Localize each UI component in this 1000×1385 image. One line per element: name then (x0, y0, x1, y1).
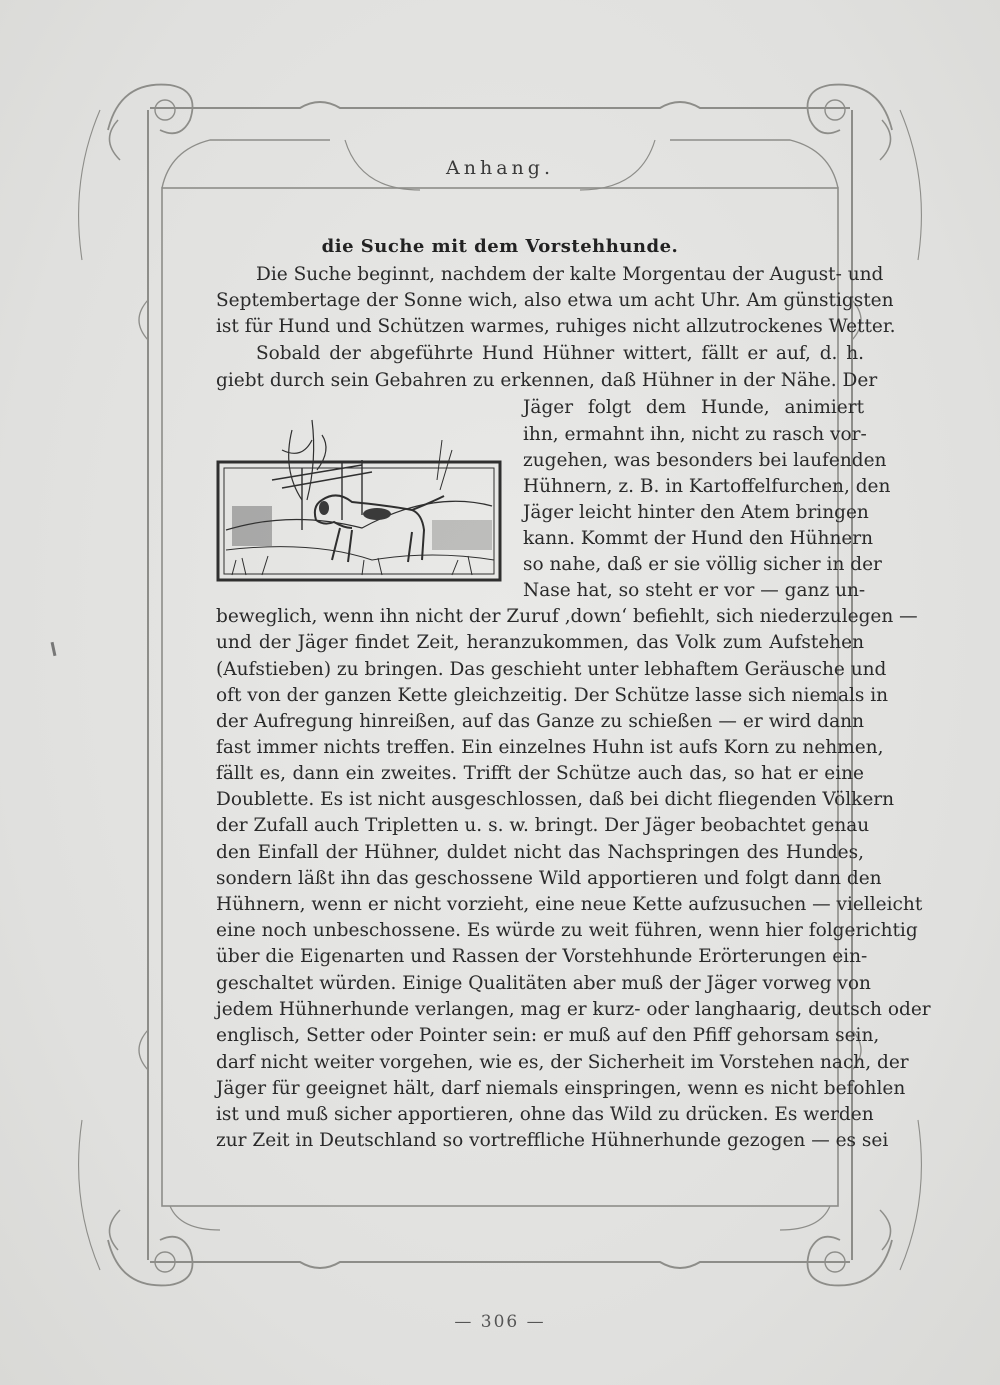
text-line: giebt durch sein Gebahren zu erkennen, daß Hühner in der Nähe. Der (216, 370, 878, 391)
text-line: zugehen, was besonders bei laufenden (523, 450, 887, 471)
text-line: kann. Kommt der Hund den Hühnern (523, 528, 874, 549)
text-line: Sobald der abgeführte Hund Hühner wittert, fällt er auf, d. h. (256, 343, 864, 364)
text-line: (Aufstieben) zu bringen. Das geschieht unter lebhaftem Geräusche und (216, 659, 887, 680)
text-line: darf nicht weiter vorgehen, wie es, der Sicherheit im Vorstehen nach, der (216, 1052, 909, 1073)
text-line: ist und muß sicher apportieren, ohne das Wild zu drücken. Es werden (216, 1104, 874, 1125)
text-line: zur Zeit in Deutschland so vortreffliche Hühnerhunde gezogen — es sei (216, 1130, 889, 1151)
text-line: Jäger folgt dem Hunde, animiert (523, 397, 864, 418)
text-line: Jäger für geeignet hält, darf niemals einspringen, wenn es nicht befohlen (216, 1078, 906, 1099)
text-line: der Zufall auch Tripletten u. s. w. bringt. Der Jäger beobachtet genau (216, 815, 870, 836)
text-line: geschaltet würden. Einige Qualitäten aber muß der Jäger vorweg von (216, 973, 871, 994)
text-line: ihn, ermahnt ihn, nicht zu rasch vor- (523, 424, 867, 445)
text-line: Hühnern, wenn er nicht vorzieht, eine neue Kette aufzusuchen — vielleicht (216, 894, 923, 915)
text-line: ist für Hund und Schützen warmes, ruhiges nicht allzutrockenes Wetter. (216, 316, 896, 337)
text-line: der Aufregung hinreißen, auf das Ganze zu schießen — er wird dann (216, 711, 864, 732)
text-line: über die Eigenarten und Rassen der Vorstehhunde Erörterungen ein- (216, 946, 868, 967)
text-line: Hühnern, z. B. in Kartoffelfurchen, den (523, 476, 891, 497)
text-line: sondern läßt ihn das geschossene Wild apportieren und folgt dann den (216, 868, 882, 889)
text-line: den Einfall der Hühner, duldet nicht das Nachspringen des Hundes, (216, 842, 864, 863)
text-line: oft von der ganzen Kette gleichzeitig. Der Schütze lasse sich niemals in (216, 685, 889, 706)
text-line: fast immer nichts treffen. Ein einzelnes Huhn ist aufs Korn zu nehmen, (216, 737, 884, 758)
text-line: und der Jäger findet Zeit, heranzukommen, das Volk zum Aufstehen (216, 632, 864, 653)
text-line: eine noch unbeschossene. Es würde zu weit führen, wenn hier folgerichtig (216, 920, 918, 941)
running-header: Anhang. (446, 157, 554, 179)
text-line: so nahe, daß er sie völlig sicher in der (523, 554, 882, 575)
text-line: jedem Hühnerhunde verlangen, mag er kurz- oder langhaarig, deutsch oder (216, 999, 931, 1020)
text-line: Doublette. Es ist nicht ausgeschlossen, daß bei dicht fliegenden Völkern (216, 789, 895, 810)
text-line: Nase hat, so steht er vor — ganz un- (523, 580, 866, 601)
text-line: Jäger leicht hinter den Atem bringen (523, 502, 869, 523)
text-line: englisch, Setter oder Pointer sein: er muß auf den Pfiff gehorsam sein, (216, 1025, 880, 1046)
text-line: beweglich, wenn ihn nicht der Zuruf ‚down‘ befiehlt, sich niederzulegen — (216, 606, 918, 627)
text-line: Septembertage der Sonne wich, also etwa um acht Uhr. Am günstigsten (216, 290, 894, 311)
pointer-dog-illustration (212, 410, 512, 590)
text-line: fällt es, dann ein zweites. Trifft der Schütze auch das, so hat er eine (216, 763, 864, 784)
page-number: — 306 — (454, 1312, 546, 1332)
section-heading: die Suche mit dem Vorstehhunde. (321, 236, 679, 257)
text-line: Die Suche beginnt, nachdem der kalte Morgentau der August- und (256, 264, 884, 285)
